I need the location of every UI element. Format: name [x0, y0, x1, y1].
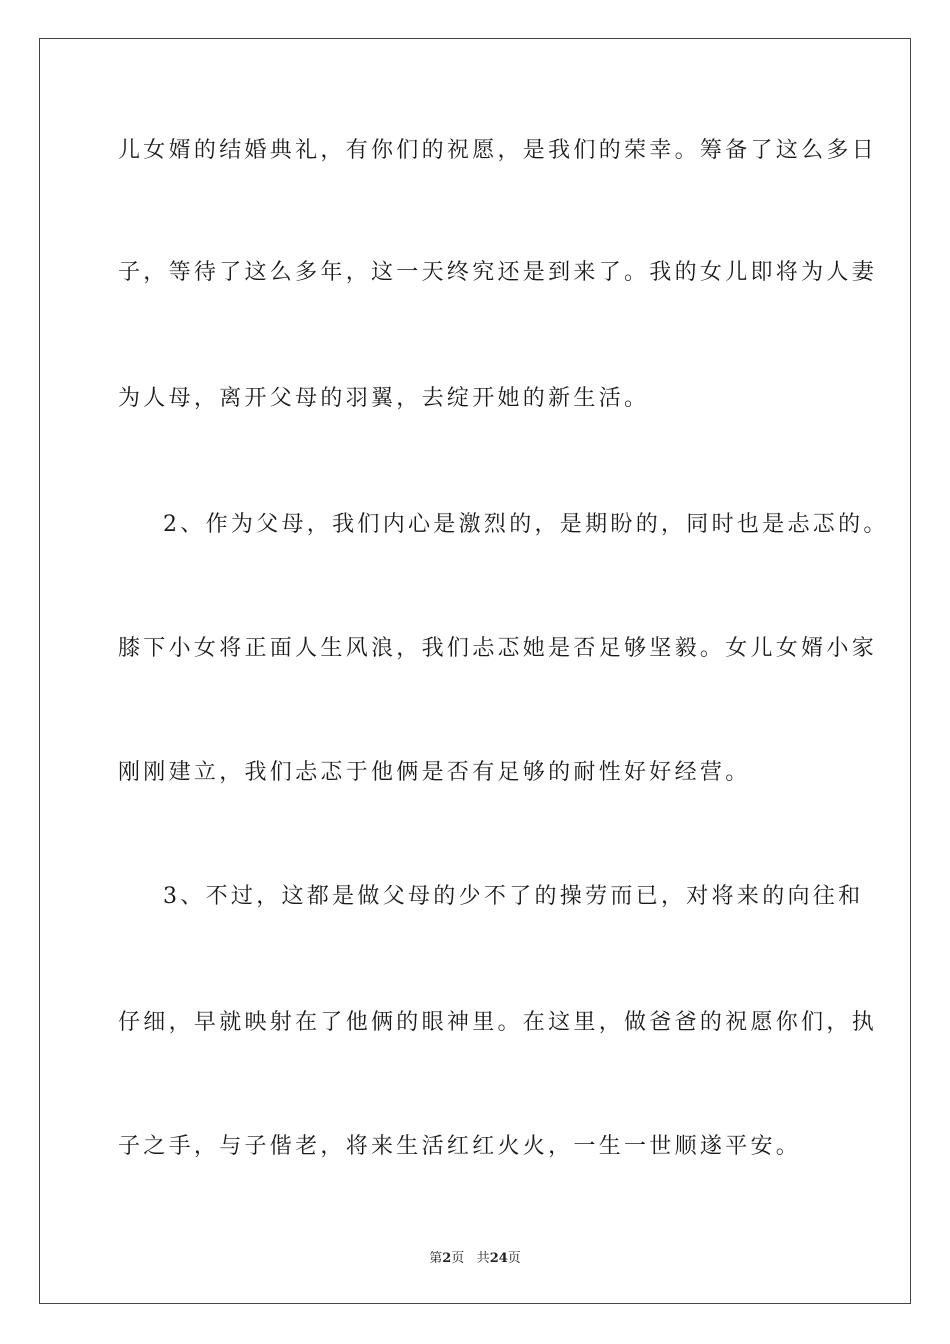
- total-pages-number: 24: [489, 1251, 508, 1266]
- paragraph-line: 刚刚建立，我们忐忑于他俩是否有足够的耐性好好经营。: [118, 760, 751, 785]
- page-footer: [0, 1247, 950, 1266]
- paragraph-line: 3、不过，这都是做父母的少不了的操劳而已，对将来的向往和: [163, 884, 864, 909]
- paragraph-line: 子之手，与子偕老，将来生活红红火火，一生一世顺遂平安。: [118, 1134, 802, 1159]
- footer-prefix: 第: [429, 1251, 443, 1266]
- page-border: [39, 38, 911, 1304]
- paragraph-line: 子，等待了这么多年，这一天终究还是到来了。我的女儿即将为人妻: [118, 260, 878, 285]
- footer-total-prefix: 共: [476, 1251, 490, 1266]
- footer-total-suffix: 页: [507, 1251, 521, 1266]
- current-page-number: 2: [442, 1251, 452, 1266]
- paragraph-line: 仔细，早就映射在了他俩的眼神里。在这里，做爸爸的祝愿你们，执: [118, 1010, 878, 1035]
- footer-page-suffix: 页: [451, 1251, 465, 1266]
- paragraph-line: 儿女婿的结婚典礼，有你们的祝愿，是我们的荣幸。筹备了这么多日: [118, 138, 878, 163]
- paragraph-line: 为人母，离开父母的羽翼，去绽开她的新生活。: [118, 386, 650, 411]
- paragraph-line: 膝下小女将正面人生风浪，我们忐忑她是否足够坚毅。女儿女婿小家: [118, 636, 878, 661]
- paragraph-line: 2、作为父母，我们内心是激烈的，是期盼的，同时也是忐忑的。: [163, 512, 889, 537]
